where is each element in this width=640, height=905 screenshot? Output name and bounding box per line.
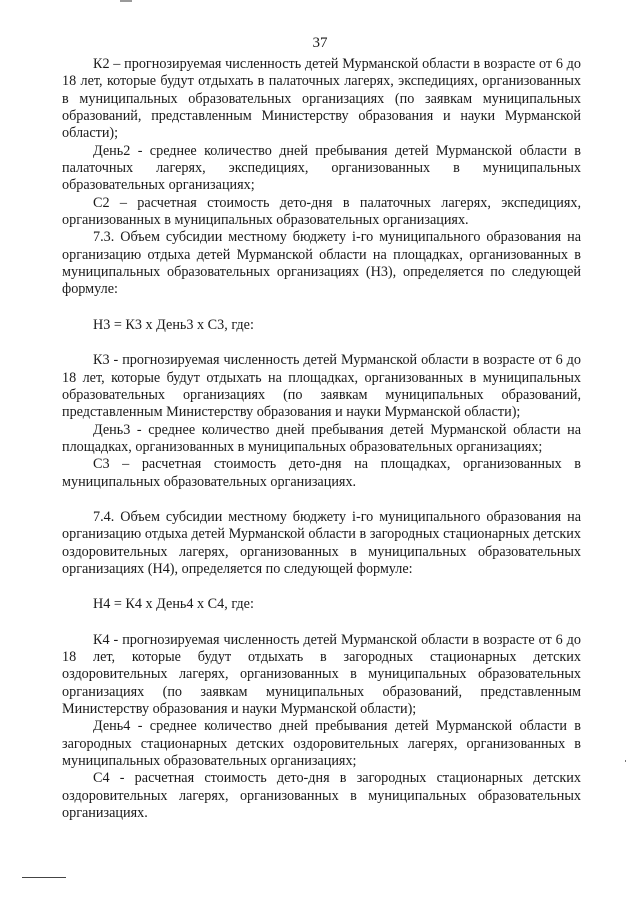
paragraph-c2-definition: С2 – расчетная стоимость дето-дня в палаточных лагерях, экспедициях, организованных в муниципальных образовательных организациях.	[62, 194, 581, 229]
spacer	[62, 614, 581, 632]
page-number: 37	[312, 35, 328, 51]
section-7-3-text: 7.3. Объем субсидии местному бюджету i-го муниципального образования на организацию отдыха детей Мурманской области на площадках, организованных в муниципальных образовательных организациях (Н3), определяется по следующей формуле:	[62, 229, 581, 298]
document-body	[62, 56, 581, 822]
formula-n3: Н3 = К3 х День3 х С3, где:	[93, 316, 254, 333]
formula-n4: Н4 = К4 х День4 х С4, где:	[93, 596, 254, 613]
paragraph-k2-definition: К2 – прогнозируемая численность детей Мурманской области в возрасте от 6 до 18 лет, которые будут отдыхать в палаточных лагерях, экспедициях, организованных в муниципальных образовательных организациях (по заявкам муниципальных образований, представленным Министерству образования и науки Мурманской области);	[62, 56, 581, 142]
spacer	[62, 299, 581, 317]
scan-artifact-bottom	[22, 877, 66, 878]
paragraph-c3-definition: С3 – расчетная стоимость дето-дня на площадках, организованных в муниципальных образовательных организациях.	[62, 456, 581, 490]
spacer	[62, 491, 581, 509]
paragraph-day4-definition: День4 - среднее количество дней пребывания детей Мурманской области в загородных стационарных детских оздоровительных лагерях, организованных в муниципальных образовательных организациях;	[62, 718, 581, 770]
paragraph-k3-definition: К3 - прогнозируемая численность детей Мурманской области в возрасте от 6 до 18 лет, которые будут отдыхать на площадках, организованных в муниципальных образовательных организациях (по заявкам муниципальных образований, представленным Министерству образования и науки Мурманской области);	[62, 352, 581, 421]
scan-artifact-dot	[625, 760, 626, 762]
paragraph-k4-definition: К4 - прогнозируемая численность детей Мурманской области в возрасте от 6 до 18 лет, которые будут отдыхать в загородных стационарных детских оздоровительных лагерях, организованных в муниципальных образовательных организациях (по заявкам муниципальных образований, представленным Министерству образования и науки Мурманской области);	[62, 631, 581, 717]
paragraph-c4-definition: С4 - расчетная стоимость дето-дня в загородных стационарных детских оздоровительных лагерях, организованных в муниципальных образовательных организациях.	[62, 770, 581, 822]
paragraph-day2-definition: День2 - среднее количество дней пребывания детей Мурманской области в палаточных лагерях, экспедициях, организованных в муниципальных образовательных организациях;	[62, 142, 581, 194]
scan-artifact-top	[120, 0, 132, 2]
spacer	[62, 578, 581, 596]
spacer	[62, 334, 581, 352]
paragraph-day3-definition: День3 - среднее количество дней пребывания детей Мурманской области на площадках, организованных в муниципальных образовательных организациях;	[62, 421, 581, 455]
section-7-4-text: 7.4. Объем субсидии местному бюджету i-го муниципального образования на организацию отдыха детей Мурманской области в загородных стационарных детских оздоровительных лагерях, организованных в муниципальных образовательных организациях (Н4), определяется по следующей формуле:	[62, 508, 581, 577]
